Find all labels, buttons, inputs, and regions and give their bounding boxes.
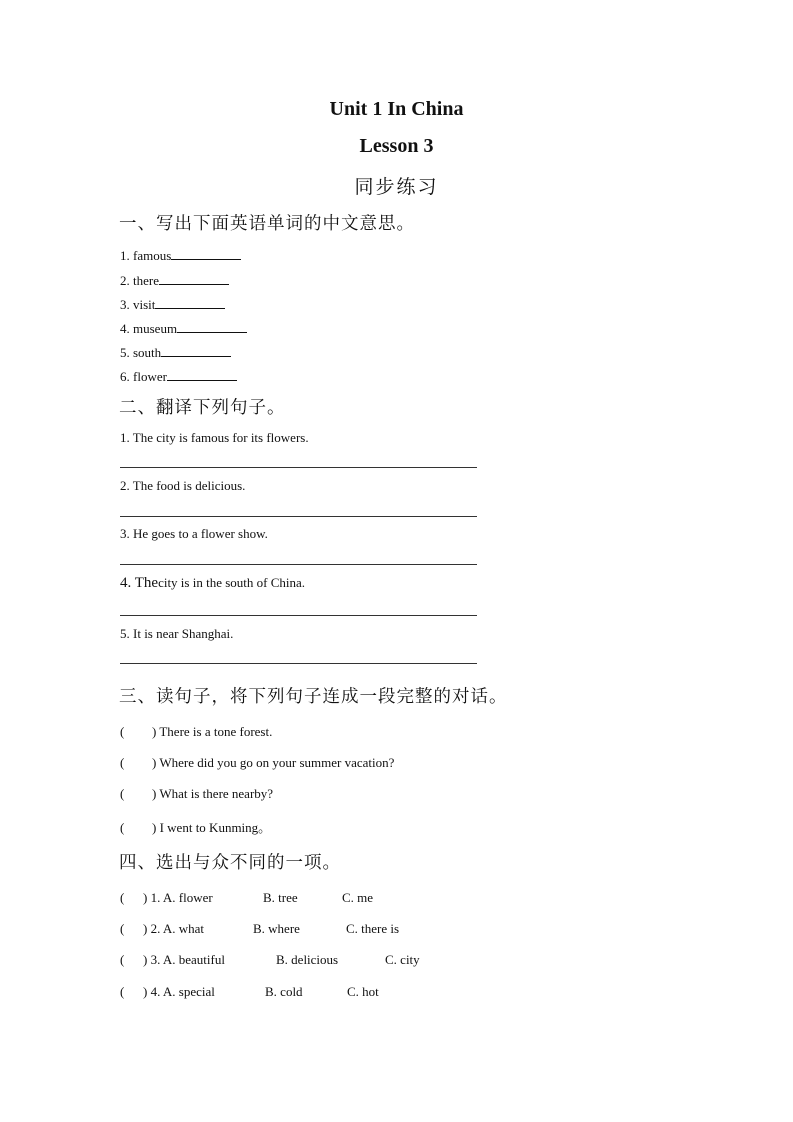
- choice-b: B. delicious: [276, 952, 339, 967]
- word-label: 2. there: [120, 273, 159, 288]
- answer-blank[interactable]: [155, 297, 225, 309]
- word-label: 3. visit: [120, 297, 156, 312]
- choice-c: C. there is: [346, 921, 400, 936]
- choice-b: B. where: [253, 921, 300, 936]
- word-label: 4. museum: [120, 321, 178, 336]
- answer-line[interactable]: [120, 516, 477, 517]
- choice-row: ( ) 3. A. beautiful: [120, 952, 225, 967]
- answer-line[interactable]: [120, 615, 477, 616]
- section4-heading: 四、选出与众不同的一项。: [119, 853, 341, 873]
- sentence-item: [120, 575, 305, 592]
- word-item: [120, 248, 241, 264]
- dialogue-item: ( ) Where did you go on your summer vacation?: [120, 755, 395, 770]
- answer-line[interactable]: [120, 467, 477, 468]
- page-title: Unit 1 In China: [329, 98, 464, 120]
- answer-blank[interactable]: [167, 369, 237, 381]
- answer-blank[interactable]: [177, 321, 247, 333]
- section2-heading: 二、翻译下列句子。: [119, 398, 286, 418]
- order-bracket[interactable]: (: [120, 724, 125, 739]
- sentence-rest: city is in the south of China.: [158, 575, 306, 590]
- choice-b: B. cold: [265, 984, 303, 999]
- word-label: 5. south: [120, 345, 162, 360]
- page-subtitle: 同步练习: [354, 176, 439, 198]
- answer-line[interactable]: [120, 663, 477, 664]
- choice-row: ( ) 2. A. what: [120, 921, 205, 936]
- answer-line[interactable]: [120, 564, 477, 565]
- answer-bracket[interactable]: (: [120, 921, 125, 936]
- dialogue-item: ( ) I went to Kunming。: [120, 820, 272, 835]
- choice-row: ( ) 1. A. flower: [120, 890, 213, 905]
- choice-c: C. me: [342, 890, 374, 905]
- word-item: [120, 297, 225, 313]
- answer-blank[interactable]: [161, 345, 231, 357]
- word-item: [120, 273, 229, 289]
- word-item: [120, 345, 231, 361]
- dialogue-item: ( ) There is a tone forest.: [120, 724, 273, 739]
- answer-bracket[interactable]: (: [120, 952, 125, 967]
- section1-heading: 一、写出下面英语单词的中文意思。: [119, 214, 415, 234]
- answer-blank[interactable]: [171, 248, 241, 260]
- lesson-title: Lesson 3: [359, 135, 434, 157]
- answer-bracket[interactable]: (: [120, 890, 125, 905]
- word-label: 6. flower: [120, 369, 167, 384]
- choice-b: B. tree: [263, 890, 298, 905]
- sentence-item: 1. The city is famous for its flowers.: [120, 430, 309, 445]
- dialogue-item: ( ) What is there nearby?: [120, 786, 274, 801]
- answer-bracket[interactable]: (: [120, 984, 125, 999]
- sentence-item: 5. It is near Shanghai.: [120, 626, 234, 641]
- sentence-start: 4. The: [120, 575, 159, 591]
- sentence-item: 3. He goes to a flower show.: [120, 526, 268, 541]
- section3-heading: 三、读句子，将下列句子连成一段完整的对话。: [119, 687, 508, 707]
- word-item: [120, 321, 247, 337]
- order-bracket[interactable]: (: [120, 755, 125, 770]
- choice-c: C. hot: [347, 984, 379, 999]
- word-item: [120, 369, 237, 385]
- choice-row: ( ) 4. A. special: [120, 984, 215, 999]
- choice-c: C. city: [385, 952, 420, 967]
- order-bracket[interactable]: (: [120, 820, 125, 835]
- sentence-item: 2. The food is delicious.: [120, 478, 246, 493]
- order-bracket[interactable]: (: [120, 786, 125, 801]
- word-label: 1. famous: [120, 248, 172, 263]
- answer-blank[interactable]: [159, 273, 229, 285]
